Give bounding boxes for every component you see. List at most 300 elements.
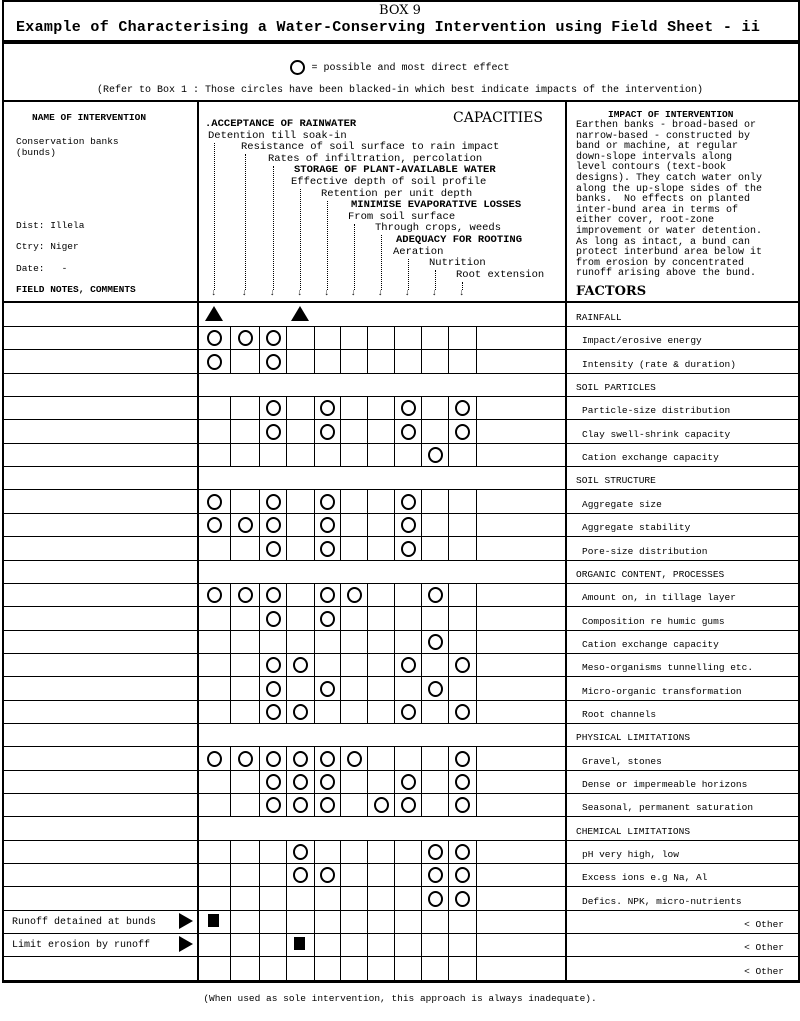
grid-cell [259,630,287,653]
grid-cell [314,653,341,676]
grid-cell [394,887,422,910]
factor-label: Meso-organisms tunnelling etc. [582,662,754,674]
factor-label: Intensity (rate & duration) [582,358,736,370]
factor-label: Composition re humic gums [582,615,725,627]
arrow-down-icon: ↓ [297,288,303,298]
grid-cell [340,887,368,910]
grid-cell [394,863,422,886]
grid-cell [314,887,341,910]
factor-label: Cation exchange capacity [582,638,719,650]
capacity-guide-line [245,154,246,290]
grid-cell-edge [476,537,478,560]
grid-cell-edge [476,653,478,676]
grid-cell [394,583,422,606]
circle-icon [401,494,416,510]
grid-cell [394,957,422,980]
triangle-right-icon [179,936,193,952]
box-label: BOX 9 [379,3,421,18]
arrow-down-icon: ↓ [377,288,383,298]
circle-icon [455,844,470,860]
circle-icon [266,774,281,790]
table-row [4,700,798,724]
grid-cell [230,910,260,933]
grid-cell-edge [476,396,478,419]
grid-cell [448,910,477,933]
country: Ctry: Niger [16,241,79,252]
factor-label: Impact/erosive energy [582,335,702,347]
arrow-down-icon: ↓ [404,288,410,298]
grid-cell-edge [476,700,478,723]
circle-icon [266,751,281,767]
grid-cell [198,443,231,466]
grid-cell [286,420,315,443]
circle-icon [428,447,443,463]
grid-cell [230,677,260,700]
circle-icon [428,867,443,883]
factor-label: Aggregate stability [582,522,691,534]
table-row [4,677,798,701]
grid-cell [314,840,341,863]
table-row [4,817,798,841]
grid-cell [394,443,422,466]
factor-label: Amount on, in tillage layer [582,592,736,604]
table-row [4,840,798,864]
grid-cell [230,490,260,513]
factor-group-heading: RAINFALL [576,312,622,323]
table-row [4,583,798,607]
grid-cell [286,490,315,513]
grid-cell [367,910,395,933]
grid-cell-edge [476,887,478,910]
grid-cell [230,863,260,886]
grid-cell [421,700,449,723]
circle-icon [266,797,281,813]
grid-cell [421,420,449,443]
grid-cell-edge [476,326,478,349]
grid-cell [340,630,368,653]
grid-cell [259,443,287,466]
grid-cell [314,957,341,980]
factor-label: Gravel, stones [582,755,662,767]
impact-heading: IMPACT OF INTERVENTION [608,109,734,120]
grid-cell [394,747,422,770]
table-row [4,303,798,327]
table-row [4,607,798,631]
arrow-down-icon: ↓ [211,288,217,298]
table-row [4,957,798,981]
grid-cell [340,933,368,956]
grid-cell [448,350,477,373]
grid-cell [448,443,477,466]
grid-cell [314,326,341,349]
circle-icon [238,330,253,346]
circle-icon [207,354,222,370]
table-row [4,350,798,374]
arrow-down-icon: ↓ [459,288,465,298]
factor-label: Particle-size distribution [582,405,731,417]
circle-icon [455,751,470,767]
grid-cell [198,420,231,443]
grid-cell [448,583,477,606]
grid-cell [230,630,260,653]
arrow-down-icon: ↓ [431,288,437,298]
grid-cell-edge [476,443,478,466]
factor-label: pH very high, low [582,849,679,861]
capacity-guide-line [435,270,436,290]
triangle-right-icon [179,913,193,929]
grid-cell [259,957,287,980]
grid-cell [230,443,260,466]
grid-cell [340,396,368,419]
grid-cell [259,840,287,863]
grid-cell [340,770,368,793]
circle-icon [455,424,470,440]
grid-cell [421,793,449,816]
grid-cell [230,350,260,373]
factor-label: < Other [744,965,784,977]
arrow-down-icon: ↓ [350,288,356,298]
intervention-name: Conservation banks (bunds) [16,136,119,158]
grid-cell [340,607,368,630]
factor-label: Pore-size distribution [582,545,708,557]
grid-cell-edge [476,840,478,863]
grid-cell [198,863,231,886]
arrow-down-icon: ↓ [324,288,330,298]
grid-cell [314,630,341,653]
circle-icon [401,774,416,790]
grid-cell [394,630,422,653]
grid-cell [394,933,422,956]
circle-icon [455,704,470,720]
table-row [4,793,798,817]
grid-cell [198,607,231,630]
capacity-line: Aeration [393,245,444,258]
grid-cell-edge [476,420,478,443]
grid-cell [367,490,395,513]
grid-cell [198,840,231,863]
circle-icon [374,797,389,813]
circle-icon [455,774,470,790]
legend [0,60,800,75]
grid-cell [230,537,260,560]
circle-icon [293,704,308,720]
grid-cell [367,677,395,700]
grid-cell-edge [476,350,478,373]
grid-cell [314,350,341,373]
grid-cell-edge [476,863,478,886]
grid-cell [286,887,315,910]
grid-cell [230,933,260,956]
grid-cell [448,513,477,536]
circle-icon [428,587,443,603]
grid-cell [367,653,395,676]
grid-cell [421,957,449,980]
grid-cell [421,653,449,676]
grid-cell [230,396,260,419]
circle-icon [320,611,335,627]
capacity-line: Detention till soak-in [208,129,347,142]
table-row [4,443,798,467]
grid-cell [367,537,395,560]
grid-cell [230,770,260,793]
grid-cell [367,887,395,910]
grid-cell [230,793,260,816]
legend-text: = possible and most direct effect [311,63,510,75]
factor-group-heading: ORGANIC CONTENT, PROCESSES [576,568,725,580]
grid-cell [394,840,422,863]
capacity-line: Resistance of soil surface to rain impact [241,141,500,154]
grid-cell [394,326,422,349]
grid-cell [340,443,368,466]
circle-icon [401,541,416,557]
factor-label: Micro-organic transformation [582,685,742,697]
grid-cell [340,677,368,700]
circle-icon [266,704,281,720]
factor-label: Cation exchange capacity [582,452,719,464]
factor-label: Dense or impermeable horizons [582,779,748,790]
grid-cell [421,490,449,513]
grid-cell [340,653,368,676]
grid-cell [230,700,260,723]
factor-label: Root channels [582,708,657,720]
circle-icon [320,541,335,557]
capacity-guide-line [214,143,215,290]
circle-icon [455,891,470,907]
capacity-line: Root extension [456,268,545,281]
factor-label: Defics. NPK, micro-nutrients [582,895,742,907]
table-row [4,863,798,887]
grid-cell [259,887,287,910]
circle-icon [293,751,308,767]
capacity-line: From soil surface [348,210,456,223]
grid-cell [367,513,395,536]
grid-cell-edge [476,793,478,816]
circle-icon [401,704,416,720]
circle-icon [428,844,443,860]
grid-cell [340,537,368,560]
grid-cell [448,607,477,630]
grid-cell [367,840,395,863]
grid-cell [421,747,449,770]
grid-cell [367,350,395,373]
circle-icon [207,494,222,510]
circle-icon [428,681,443,697]
grid-cell [198,793,231,816]
capacity-line: Through crops, weeds [375,222,502,235]
grid-cell [340,350,368,373]
circle-icon [266,354,281,370]
circle-icon [207,751,222,767]
grid-cell [394,910,422,933]
capacities-title: CAPACITIES [453,110,543,126]
grid-cell [394,677,422,700]
circle-icon [320,681,335,697]
capacity-line: STORAGE OF PLANT-AVAILABLE WATER [294,164,496,177]
circle-icon [293,844,308,860]
grid-cell [448,933,477,956]
grid-cell [198,537,231,560]
field-notes-heading: FIELD NOTES, COMMENTS [16,284,136,295]
grid-cell-edge [476,490,478,513]
table-row [4,537,798,561]
table-row [4,887,798,911]
grid-cell [286,607,315,630]
table-row [4,466,798,490]
factor-label: Seasonal, permanent saturation [582,802,754,814]
table-row [4,723,798,747]
grid-cell [421,513,449,536]
factor-group-heading: CHEMICAL LIMITATIONS [576,825,691,837]
grid-cell [367,863,395,886]
capacity-line: MINIMISE EVAPORATIVE LOSSES [351,199,522,212]
table-row [4,420,798,444]
triangle-up-icon [205,306,223,321]
grid-cell [259,910,287,933]
capacity-guide-line [273,166,274,290]
grid-cell [286,537,315,560]
table-row [4,513,798,537]
grid-cell [367,583,395,606]
circle-icon [320,774,335,790]
grid-cell [314,700,341,723]
circle-icon [347,587,362,603]
grid-cell [421,607,449,630]
filled-square-icon [294,937,305,950]
grid-cell [448,630,477,653]
capacity-line: ADEQUACY FOR ROOTING [396,234,523,246]
grid-cell [340,700,368,723]
grid-cell [421,770,449,793]
arrow-down-icon: ↓ [269,288,275,298]
circle-icon [266,541,281,557]
grid-cell [314,443,341,466]
grid-cell [286,957,315,980]
impact-text: Earthen banks - broad-based or narrow-based - constructed by band or machine, at regular down-slope intervals along level contours (text-book designs). They catch water only along the up-slope sides of the banks. No effects on planted inter-bund area in terms of either cover, root-zone improvement or water detention. As long as intact, a bund can protect interbund area below it from erosion by concentrated runoff arising above the bund. [576,120,763,280]
grid-cell [259,863,287,886]
capacity-line: Rates of infiltration, percolation [268,152,483,165]
grid-cell [198,957,231,980]
grid-cell [230,420,260,443]
grid-cell-edge [476,910,478,933]
grid-cell [448,677,477,700]
capacity-guide-line [327,201,328,290]
grid-cell [198,700,231,723]
table-row [4,630,798,654]
capacity-guide-line [408,259,409,290]
grid-cell [367,443,395,466]
capacity-guide-line [381,235,382,290]
table-row [4,933,798,957]
footnote: (When used as sole intervention, this approach is always inadequate). [203,993,597,1004]
grid-cell [314,933,341,956]
grid-cell [286,910,315,933]
grid-cell [230,887,260,910]
arrow-down-icon: ↓ [241,288,247,298]
grid-cell [367,957,395,980]
grid-cell [198,887,231,910]
grid-cell [286,350,315,373]
circle-icon [266,517,281,533]
factor-label: Clay swell-shrink capacity [582,428,731,440]
grid-cell-edge [476,607,478,630]
circle-icon [238,751,253,767]
grid-cell-edge [476,770,478,793]
grid-cell [286,443,315,466]
factor-label: < Other [744,942,784,954]
grid-cell [314,910,341,933]
grid-cell [286,583,315,606]
circle-icon [266,400,281,416]
circle-icon [347,751,362,767]
grid-cell [286,326,315,349]
grid-cell-edge [476,513,478,536]
capacity-line: Effective depth of soil profile [291,176,487,188]
grid-cell-edge [476,957,478,980]
grid-cell [340,910,368,933]
grid-cell [198,630,231,653]
circle-icon [293,774,308,790]
capacity-guide-line [300,189,301,290]
table-row [4,396,798,420]
grid-cell [448,957,477,980]
grid-cell [286,513,315,536]
intervention-effect-label: Limit erosion by runoff [12,940,151,952]
legend-note: (Refer to Box 1 : Those circles have been blacked-in which best indicate impacts of the intervention) [96,85,704,96]
grid-cell [230,653,260,676]
grid-cell [421,396,449,419]
circle-icon [290,60,305,75]
grid-cell [367,396,395,419]
circle-icon [320,494,335,510]
grid-cell [367,770,395,793]
grid-cell [421,350,449,373]
table-row [4,490,798,514]
grid-cell [198,653,231,676]
grid-cell [198,933,231,956]
circle-icon [266,587,281,603]
grid-cell-edge [476,630,478,653]
factor-label: Excess ions e.g Na, Al [582,872,708,884]
factor-label: Aggregate size [582,498,662,510]
grid-cell [340,863,368,886]
table-row [4,770,798,794]
grid-cell [448,326,477,349]
grid-cell-edge [476,933,478,956]
grid-cell [367,700,395,723]
intervention-effect-label: Runoff detained at bunds [12,917,157,929]
triangle-up-icon [291,306,309,321]
circle-icon [238,517,253,533]
grid-cell [230,840,260,863]
grid-cell [367,420,395,443]
circle-icon [401,424,416,440]
circle-icon [428,634,443,650]
grid-cell [394,350,422,373]
filled-square-icon [208,914,219,927]
grid-cell [340,840,368,863]
grid-cell [340,957,368,980]
grid-cell [421,326,449,349]
grid-cell [367,630,395,653]
circle-icon [238,587,253,603]
grid-cell [340,420,368,443]
circle-icon [266,494,281,510]
grid-cell [367,607,395,630]
grid-cell [230,607,260,630]
grid-cell [286,396,315,419]
factor-group-heading: SOIL PARTICLES [576,382,656,394]
grid-cell [421,933,449,956]
